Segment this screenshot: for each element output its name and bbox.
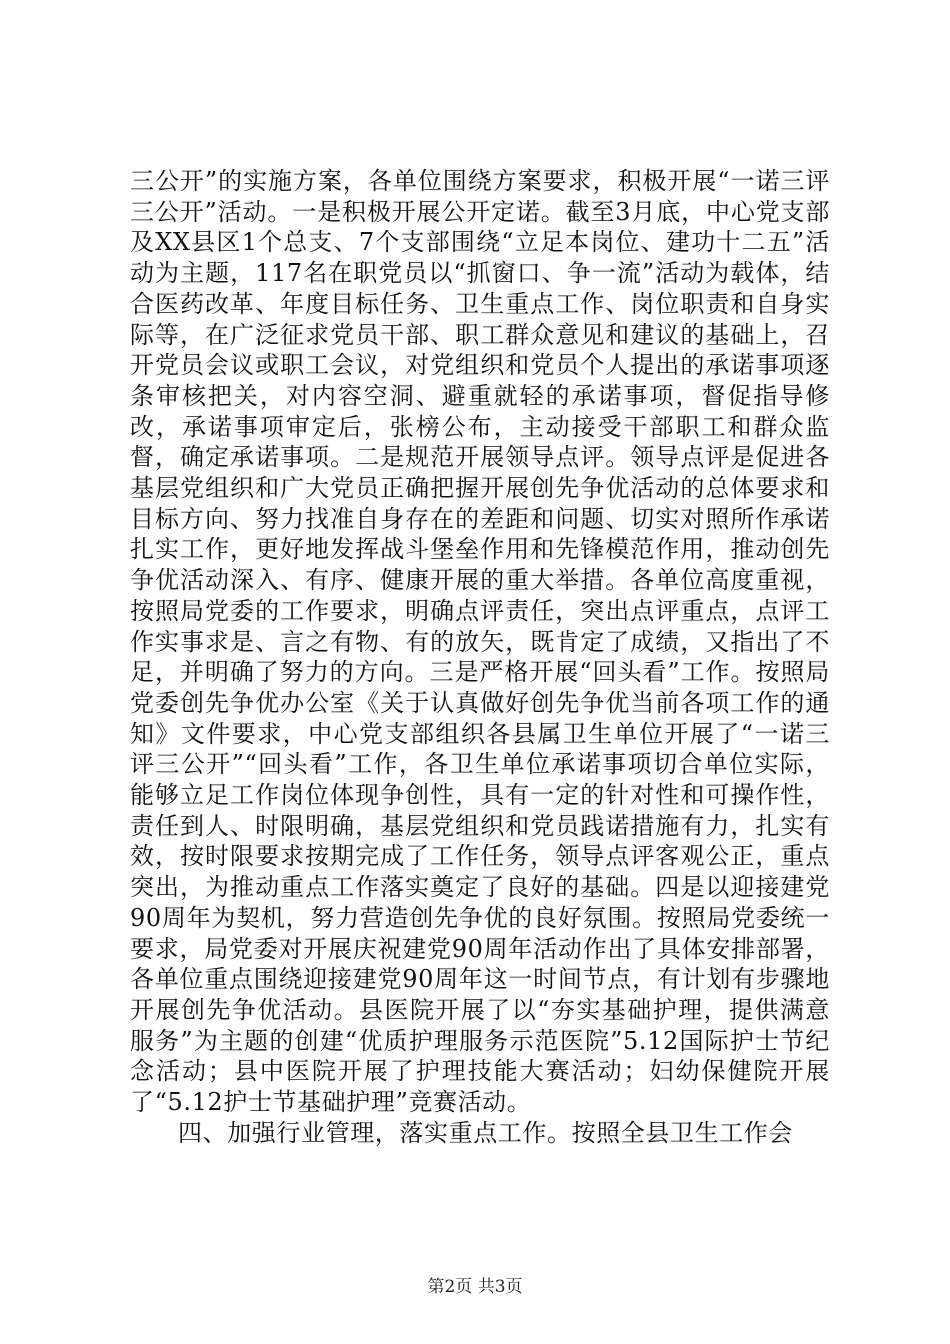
document-body — [130, 166, 830, 1149]
page-number-footer: 第2页 共3页 — [427, 1277, 523, 1297]
paragraph-section-four: 四、加强行业管理，落实重点工作。按照全县卫生工作会 — [178, 1118, 793, 1147]
paragraph-continuation: 三公开”的实施方案，各单位围绕方案要求，积极开展“一诺三评三公开”活动。一是积极开展公开定诺。截至3月底，中心党支部及XX县区1个总支、7个支部围绕“立足本岗位、建功十二五”活动为主题，117名在职党员以“抓窗口、争一流”活动为载体，结合医药改革、年度目标任务、卫生重点工作、岗位职责和自身实际等，在广泛征求党员干部、职工群众意见和建议的基础上，召开党员会议或职工会议，对党组织和党员个人提出的承诺事项逐条审核把关，对内容空洞、避重就轻的承诺事项，督促指导修改，承诺事项审定后，张榜公布，主动接受干部职工和群众监督，确定承诺事项。二是规范开展领导点评。领导点评是促进各基层党组织和广大党员正确把握开展创先争优活动的总体要求和目标方向、努力找准自身存在的差距和问题、切实对照所作承诺扎实工作，更好地发挥战斗堡垒作用和先锋模范作用，推动创先争优活动深入、有序、健康开展的重大举措。各单位高度重视，按照局党委的工作要求，明确点评责任，突出点评重点，点评工作实事求是、言之有物、有的放矢，既肯定了成绩，又指出了不足，并明确了努力的方向。三是严格开展“回头看”工作。按照局党委创先争优办公室《关于认真做好创先争优当前各项工作的通知》文件要求，中心党支部组织各县属卫生单位开展了“一诺三评三公开”“回头看”工作，各卫生单位承诺事项切合单位实际，能够立足工作岗位体现争创性，具有一定的针对性和可操作性，责任到人、时限明确，基层党组织和党员践诺措施有力，扎实有效，按时限要求按期完成了工作任务，领导点评客观公正，重点突出，为推动重点工作落实奠定了良好的基础。四是以迎接建党90周年为契机，努力营造创先争优的良好氛围。按照局党委统一要求，局党委对开展庆祝建党90周年活动作出了具体安排部署，各单位重点围绕迎接建党90周年这一时间节点，有计划有步骤地开展创先争优活动。县医院开展了以“夯实基础护理，提供满意服务”为主题的创建“优质护理服务示范医院”5.12国际护士节纪念活动；县中医院开展了护理技能大赛活动；妇幼保健院开展了“5.12护士节基础护理”竞赛活动。 — [130, 167, 830, 1117]
